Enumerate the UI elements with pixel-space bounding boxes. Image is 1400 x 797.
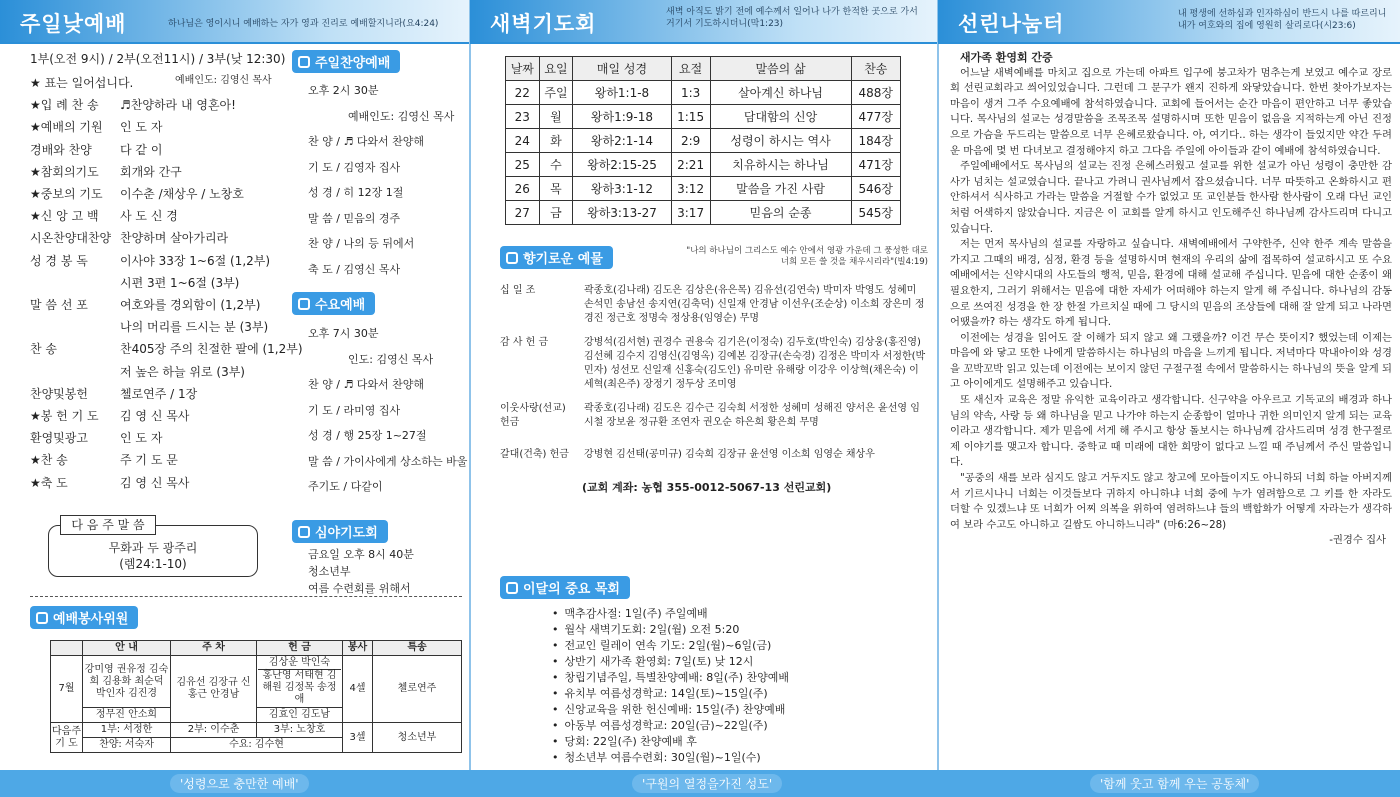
order-item-value: 사 도 신 경: [120, 209, 178, 224]
offering-names: 곽종호(김나래) 김도은 김상은(유은목) 김유선(김연숙) 박미자 박영도 성혜미 손석민 송남선 송지연(김축덕) 신일재 안경남 이선우(조순상) 이소희 장은미 정경진 정근호 정명숙 정상용(임영순) 무명: [584, 285, 925, 324]
table-cell: 왕하1:1-8: [573, 81, 671, 105]
order-item-value: 나의 머리를 드시는 분 (3부): [120, 320, 269, 335]
sharing-title: 선린나눔터: [958, 12, 1065, 36]
table-cell: 금: [539, 201, 573, 225]
bullet-icon: •: [552, 639, 559, 652]
sharing-column: [938, 0, 1400, 770]
table-cell: 546장: [851, 177, 900, 201]
event-item: [552, 750, 789, 766]
order-item-value: 이사야 33장 1~6절 (1,2부): [120, 253, 271, 268]
order-item-label: ★참회의기도: [30, 164, 99, 179]
order-item-label: 시온찬양대찬양: [30, 231, 112, 246]
event-text: 당회: 22일(주) 찬양예배 후: [564, 735, 697, 748]
table-row: [506, 153, 901, 177]
event-item: [552, 718, 789, 734]
section-icon: [506, 582, 518, 594]
sunday-service-tag: 주일찬양예배: [292, 50, 400, 73]
testimony-essay: [950, 50, 1392, 549]
bullet-icon: •: [552, 719, 559, 732]
table-cell: 왕하3:1-12: [573, 177, 671, 201]
worship-header: [0, 0, 470, 44]
dawn-header: [470, 0, 938, 44]
order-item-label: ★중보의 기도: [30, 187, 103, 201]
table-cell: 목: [539, 177, 573, 201]
order-item: [30, 387, 285, 403]
order-item: [30, 187, 285, 203]
testimony-paragraph: 이전에는 성경을 읽어도 잘 이해가 되지 않고 왜 그랬을까? 이건 무슨 뜻이지? 했었는데 이제는 마음에 와 닿고 또한 나에게 말씀하시는 하나님의 마음을 느끼게 됩니다. 저녁마다 막내아이와 성경을 꼬박꼬박 읽고 있는데 이전에는 보이지 않던 구절구절 속에서 말씀하시는 하나님의 뜻을 알게 되고 아이에게도 설명해주고 있습니다.: [950, 331, 1392, 391]
table-header: 매일 성경: [573, 57, 671, 81]
wednesday-service-tag: 수요예배: [292, 292, 375, 315]
table-cell: 담대함의 신앙: [710, 105, 851, 129]
event-text: 창립기념주일, 특별찬양예배: 8일(주) 찬양예배: [564, 671, 790, 684]
night-prayer-tag: 심야기도회: [292, 520, 388, 543]
offering-category: 이웃사랑(선교) 헌금: [500, 403, 566, 428]
wednesday-service-list: [308, 325, 467, 504]
table-cell: 3:17: [671, 201, 710, 225]
section-icon: [298, 56, 310, 68]
section-icon: [506, 252, 518, 264]
table-cell: 왕하1:9-18: [573, 105, 671, 129]
table-cell: 3:12: [671, 177, 710, 201]
service-item: 찬 양 / ♬ 다와서 찬양해: [308, 378, 425, 391]
order-item-value: 이수춘 /채상우 / 노창호: [120, 187, 244, 201]
table-cell: 왕하2:1-14: [573, 129, 671, 153]
service-item: 말 씀 / 가이사에게 상소하는 바울: [308, 454, 468, 468]
footer-motto-3: '함께 웃고 함께 우는 공동체': [1090, 774, 1259, 793]
order-item: [30, 231, 285, 247]
service-item: 기 도 / 김영자 집사: [308, 160, 401, 174]
table-row: [506, 105, 901, 129]
table-cell: 말씀을 가진 사람: [710, 177, 851, 201]
service-volunteers-tag: 예배봉사위원: [30, 606, 138, 629]
event-item: [552, 686, 789, 702]
order-item-value: 김 영 신 목사: [120, 409, 190, 423]
order-item: [30, 276, 285, 292]
table-row: [506, 177, 901, 201]
service-item: 오후 2시 30분: [308, 84, 379, 97]
table-cell: 1:3: [671, 81, 710, 105]
order-item: [30, 365, 285, 381]
service-item: 인도: 김영신 목사: [348, 352, 434, 366]
events-tag: 이달의 중요 목회: [500, 576, 630, 599]
order-item: [30, 453, 285, 469]
service-item: 주기도 / 다같이: [308, 480, 383, 493]
order-item-value: 여호와를 경외함이 (1,2부): [120, 298, 261, 312]
table-cell: 2:9: [671, 129, 710, 153]
table-header: 요일: [539, 57, 573, 81]
table-cell: 주일: [539, 81, 573, 105]
order-item: [30, 320, 285, 336]
offering-names: 강병석(김서현) 권경수 권용숙 김기은(이정숙) 김두호(박인숙) 김상웅(홍진영) 김선혜 김수지 김영신(김영옥) 김예본 김장규(손숙경) 김정은 박미자 서정한(박민자) 성선모 신일재 신홍숙(김도인) 유미란 유해랑 이강우 이상혁(채은숙) 이세혁(최은주) 장정기 정두상 조미영: [584, 337, 926, 390]
bullet-icon: •: [552, 751, 559, 764]
order-item: [30, 98, 285, 114]
service-item: 기 도 / 라미영 집사: [308, 403, 401, 417]
worship-column: [0, 0, 470, 770]
bullet-icon: •: [552, 655, 559, 668]
dawn-title: 새벽기도회: [490, 12, 597, 36]
testimony-paragraph: 또 새신자 교육은 정말 유익한 교육이라고 생각합니다. 신구약을 아우르고 기독교의 배경과 하나님의 약속, 사랑 등 왜 하나님을 믿고 나가야 하는지 순종함이 얼마나 귀한 의미인지 알게 되는 교육이라고 생각합니다. 제가 믿음에 서게 해 주시고 항상 돌보시는 하나님께 감사드리며 성경 한구절로 제 이야기를 맺고자 합니다. 중학교 때 미래에 대한 희망이 없다고 느낄 때 주님께서 주신 말씀입니다.: [950, 394, 1392, 469]
offering-row: [500, 282, 928, 334]
worship-verse: 하나님은 영이시니 예배하는 자가 영과 진리로 예배할지니라(요4:24): [168, 19, 439, 29]
order-item-label: 환영및광고: [30, 431, 88, 446]
service-item: 찬 양 / ♬ 다와서 찬양해: [308, 135, 425, 148]
dashed-divider: [30, 596, 462, 597]
service-item: 오후 7시 30분: [308, 327, 379, 340]
table-cell: 왕하2:15-25: [573, 153, 671, 177]
testimony-heading: 새가족 환영회 간증: [960, 51, 1053, 64]
offering-row: [500, 400, 928, 446]
sunday-service-list: [308, 82, 454, 286]
table-header: 찬송: [851, 57, 900, 81]
order-item: [30, 409, 285, 425]
order-item-value: 첼로연주 / 1장: [120, 386, 198, 401]
event-text: 청소년부 여름수련회: 30일(월)~1일(수): [564, 751, 761, 764]
order-item: [30, 143, 285, 159]
service-item: 말 씀 / 믿음의 경주: [308, 211, 401, 225]
night-prayer-info: 금요일 오후 8시 40분 청소년부 여름 수련회를 위해서: [308, 548, 414, 595]
testimony-paragraph: 어느날 새벽예배를 마치고 집으로 가는데 아파트 입구에 붕고차가 멈추는게 보였고 예수교 장로회 선린교회라고 씌어있었습니다. 그런데 그 문구가 왠지 진하게 와닿았습니다. 한번 찾아가보자는 마음이 생겨 그주 수요예배에 참석하였습니다. 교회에 들어서는 순간 마음이 편안하고 너무 좋았습니다. 목사님의 설교는 성경말씀을 조목조목 설명하시며 또한 믿음이 없음을 지적하는게 아닌 진정으로 가슴을 두드리는 말씀으로 너무 은혜로왔습니다. 아, 여기다.. 하는 생각이 들었지만 약간 두려운 마음에 몇 번 다녀보고 결정해야지 하고 그다음 주일에 아이들과 같이 예배에 참석하였습니다.: [950, 66, 1392, 157]
order-item-label: ★입 례 찬 송: [30, 98, 99, 113]
sharing-header: [938, 0, 1400, 44]
dawn-verse: 새벽 아직도 밝기 전에 예수께서 일어나 나가 한적한 곳으로 가서 거기서 기도하시더니(막1:23): [666, 7, 918, 29]
table-cell: 1:15: [671, 105, 710, 129]
footer-bar: [0, 770, 1400, 797]
offering-category: 갈대(건축) 헌금: [500, 449, 569, 460]
table-cell: 27: [506, 201, 540, 225]
dawn-schedule-table: [505, 56, 901, 225]
table-cell: 26: [506, 177, 540, 201]
order-item: [30, 165, 285, 181]
table-cell: 왕하3:13-27: [573, 201, 671, 225]
table-cell: 월: [539, 105, 573, 129]
bullet-icon: •: [552, 623, 559, 636]
order-item: [30, 431, 285, 447]
offerings-verse: "나의 하나님이 그리스도 예수 안에서 영광 가운데 그 풍성한 대로 너희 모든 쓸 것을 채우시리라"(빌4:19): [686, 246, 928, 267]
order-item: [30, 254, 285, 270]
service-item: 축 도 / 김영신 목사: [308, 262, 401, 276]
order-item-value: 저 높은 하늘 위로 (3부): [120, 364, 245, 379]
order-item-label: 말 씀 선 포: [30, 298, 88, 312]
events-list: [552, 606, 789, 766]
event-text: 전교인 릴레이 연속 기도: 2일(월)~6일(금): [564, 639, 772, 652]
volunteers-table: 안 내 주 차 헌 금 봉사 특송 7월 강미영 권유정 김숙희 김용화 최순덕 박인자 김진경 김유선 김장규 신홍근 안경남 김상운 박인숙 홍난영 서태현 김해원 김정목 송정애 4셀 첼로연주 정무진 안소희 김효인 김도남 다음주 기 도 1부: 서정한 2부: 이수춘 3부: 노창호 3셀 청소년부 찬양: 서숙자 수요: 김수현: [50, 640, 462, 753]
event-text: 유치부 여름성경학교: 14일(토)~15일(주): [564, 687, 768, 700]
event-text: 아동부 여름성경학교: 20일(금)~22일(주): [564, 719, 768, 732]
order-item-value: 찬405장 주의 친절한 팔에 (1,2부): [120, 342, 303, 357]
testimony-paragraph: 저는 먼저 목사님의 설교를 자랑하고 싶습니다. 새벽예배에서 구약한주, 신약 한주 계속 말씀을 가지고 그때의 배경, 심정, 환경 등을 설명하시며 현재의 우리의 삶에 접목하여 설교하시고 또 수요예배에서는 신약시대의 사도들의 행적, 믿음, 환경에 대해 설교해 주십니다. 믿음에 대한 순종이 왜 필요한지, 그러기 위해서는 믿음에 대한 자세가 어떠해야 하는지 알게 해 주십니다. 하나님의 감동으로 쓰여진 성경을 한 장 한절 가르치실 때에 그 당시의 믿음의 조상들에 대해 잘 알게 되고 나라면 어땠을까? 하는 생각도 하게 됩니다.: [950, 238, 1392, 329]
order-item-label: ★찬 송: [30, 453, 68, 468]
testimony-signature: -권경수 집사: [1329, 534, 1386, 547]
offering-category: 십 일 조: [500, 285, 536, 296]
event-item: [552, 622, 789, 638]
next-sermon-label: 다 음 주 말 씀: [60, 515, 156, 535]
worship-title: 주일낮예배: [20, 12, 127, 36]
order-item-value: 인 도 자: [120, 120, 163, 135]
event-text: 맥추감사절: 1일(주) 주일예배: [564, 607, 708, 620]
testimony-paragraph: 주일예배에서도 목사님의 설교는 진정 은혜스러웠고 설교를 위한 설교가 아닌 성령이 충만한 감사가 넘치는 설교였습니다. 끝나고 가려니 권사님께서 잡으셨습니다. 너무 따뜻하고 온화하시고 편안하셔서 식사하고 가라는 말씀을 거절할 수가 없었고 또 교인분들 한사람 한사람이 오래 다닌 교인처럼 어색하지 않았습니다. 지금은 이 교회를 알게 하시고 인도해주신 하나님께 감사드리며 다니고 있습니다.: [950, 160, 1392, 235]
order-item: [30, 298, 285, 314]
table-cell: 22: [506, 81, 540, 105]
order-item-value: 인 도 자: [120, 431, 163, 446]
order-item-label: 찬양및봉헌: [30, 386, 88, 401]
bullet-icon: •: [552, 671, 559, 684]
table-cell: 치유하시는 하나님: [710, 153, 851, 177]
order-item: [30, 120, 285, 136]
table-cell: 25: [506, 153, 540, 177]
table-cell: 24: [506, 129, 540, 153]
event-item: [552, 702, 789, 718]
table-cell: 2:21: [671, 153, 710, 177]
table-row: [506, 201, 901, 225]
event-item: [552, 734, 789, 750]
order-item: [30, 342, 303, 358]
table-header: 요절: [671, 57, 710, 81]
event-text: 상반기 새가족 환영회: 7일(토) 낮 12시: [564, 655, 754, 668]
table-row: [506, 81, 901, 105]
event-item: [552, 654, 789, 670]
testimony-paragraph: "공중의 새를 보라 심지도 않고 거두지도 않고 창고에 모아들이지도 아니하되 너희 하늘 아버지께서 기르시나니 너희는 이것들보다 귀하지 아니하냐 너희 중에 누가 염려함으로 그 키를 한 자라도 더할 수 있겠느냐 또 너희가 어찌 의복을 위하여 염려하느냐 들의 백합화가 어떻게 자라는가 생각하여 보라 수고도 아니하고 길쌈도 아니하느니라" (마6:26~28): [950, 472, 1392, 531]
offerings-tag: 향기로운 예물: [500, 246, 613, 269]
table-cell: 살아계신 하나님: [710, 81, 851, 105]
service-times: 1부(오전 9시) / 2부(오전11시) / 3부(낮 12:30): [30, 52, 286, 66]
event-item: [552, 606, 789, 622]
order-item-value: 찬양하며 살아가리라: [120, 231, 229, 246]
section-icon: [36, 612, 48, 624]
service-item: 성 경 / 행 25장 1~27절: [308, 429, 427, 442]
bullet-icon: •: [552, 735, 559, 748]
order-item-value: 주 기 도 문: [120, 453, 178, 468]
offering-category: 감 사 헌 금: [500, 337, 549, 348]
service-item: 예배인도: 김영신 목사: [348, 109, 455, 123]
section-icon: [298, 526, 310, 538]
order-item-value: 다 같 이: [120, 142, 163, 157]
order-item: [30, 476, 285, 492]
table-cell: 488장: [851, 81, 900, 105]
table-cell: 477장: [851, 105, 900, 129]
table-cell: 184장: [851, 129, 900, 153]
order-item-value: 김 영 신 목사: [120, 475, 190, 490]
section-icon: [298, 298, 310, 310]
offering-row: [500, 334, 928, 400]
order-item: [30, 76, 285, 92]
order-item-label: ★축 도: [30, 475, 68, 490]
footer-motto-1: '성령으로 충만한 예배': [170, 774, 309, 793]
table-cell: 23: [506, 105, 540, 129]
offerings-table: [500, 282, 928, 486]
service-item: 찬 양 / 나의 등 뒤에서: [308, 237, 415, 250]
next-sermon-ref: (렘24:1-10): [119, 557, 187, 571]
footer-motto-2: '구원의 열정을가진 성도': [632, 774, 782, 793]
order-item-label: 경배와 찬양: [30, 142, 92, 157]
order-item-label: 성 경 봉 독: [30, 253, 88, 268]
order-item-label: ★예배의 기원: [30, 120, 103, 135]
table-header: 말씀의 삶: [710, 57, 851, 81]
next-sermon-title: 무화과 두 광주리: [108, 541, 198, 555]
bullet-icon: •: [552, 703, 559, 716]
bullet-icon: •: [552, 607, 559, 620]
table-cell: 471장: [851, 153, 900, 177]
dawn-prayer-column: [470, 0, 938, 770]
table-cell: 믿음의 순종: [710, 201, 851, 225]
order-item-label: ★신 앙 고 백: [30, 209, 99, 224]
order-item-label: ★ 표는 일어섭니다.: [30, 76, 134, 90]
table-row: [506, 129, 901, 153]
offering-names: 곽종호(김나래) 김도은 김수근 김숙희 서정한 성혜미 성해진 양서은 윤선영 임시철 장보윤 정규환 조연자 권오순 하은희 황은희 무명: [584, 403, 920, 428]
event-item: [552, 670, 789, 686]
event-text: 신앙교육을 위한 헌신예배: 15일(주) 찬양예배: [564, 703, 786, 716]
order-item-label: ★봉 헌 기 도: [30, 409, 99, 423]
order-item-label: 찬 송: [30, 342, 57, 357]
service-leader: 예배인도: 김영신 목사: [175, 75, 272, 86]
table-cell: 화: [539, 129, 573, 153]
order-item-value: 회개와 간구: [120, 164, 182, 179]
order-item-value: 시편 3편 1~6절 (3부): [120, 275, 240, 290]
table-cell: 성령이 하시는 역사: [710, 129, 851, 153]
order-item-value: ♬찬양하라 내 영혼아!: [120, 98, 236, 113]
service-item: 성 경 / 히 12장 1절: [308, 186, 404, 199]
bullet-icon: •: [552, 687, 559, 700]
event-item: [552, 638, 789, 654]
table-cell: 545장: [851, 201, 900, 225]
table-cell: 수: [539, 153, 573, 177]
church-account: (교회 계좌: 농협 355-0012-5067-13 선린교회): [582, 481, 832, 494]
event-text: 월삭 새벽기도회: 2일(월) 오전 5:20: [564, 623, 740, 636]
table-header: 날짜: [506, 57, 540, 81]
order-item: [30, 209, 285, 225]
offering-names: 강병현 김선태(공미규) 김숙희 김장규 윤선영 이소희 임영순 채상우: [584, 449, 875, 460]
sharing-verse: 내 평생에 선하심과 인자하심이 반드시 나를 따르리니 내가 여호와의 집에 영원히 살리로다(시23:6): [1178, 9, 1387, 31]
